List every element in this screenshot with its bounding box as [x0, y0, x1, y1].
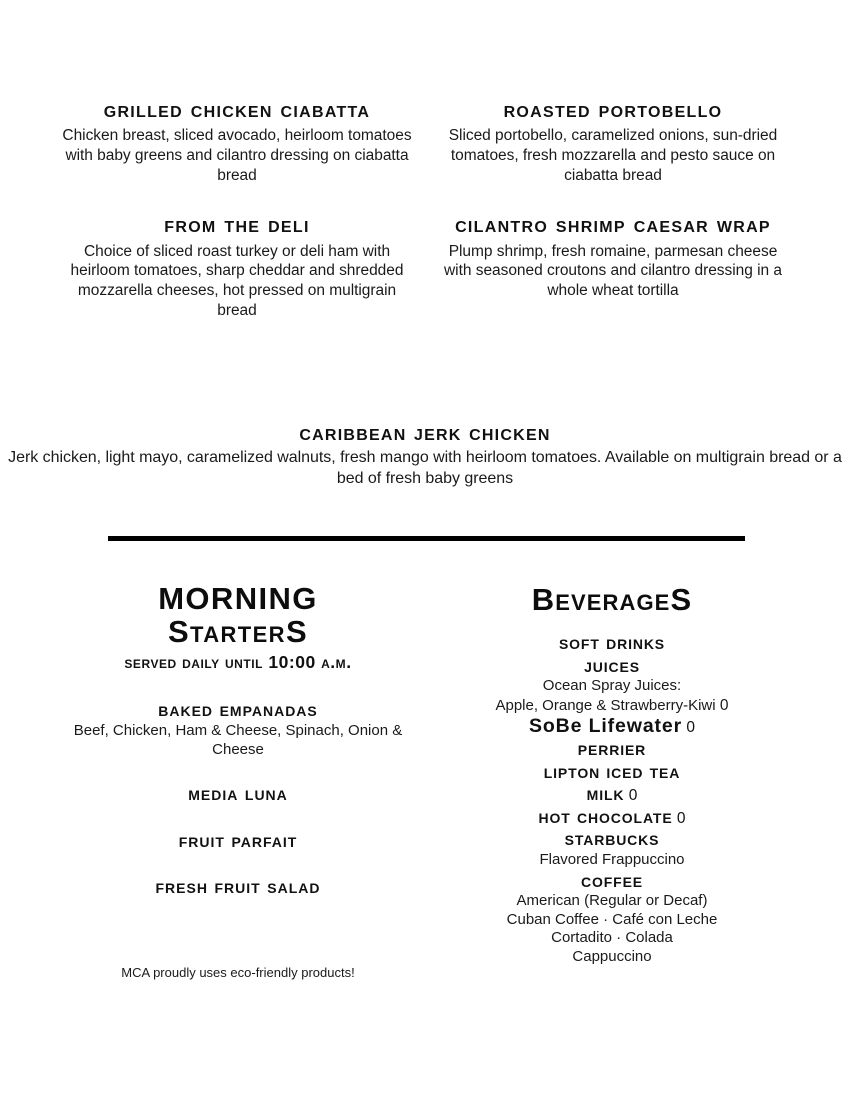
beverage-price: 0: [682, 719, 696, 737]
beverage-item: [438, 655, 786, 678]
beverages-heading: [438, 582, 786, 618]
starter-name: media luna: [188, 783, 288, 806]
starter-name: fruit parfait: [178, 829, 298, 852]
beverage-label: Flavored Frappuccino: [539, 851, 685, 869]
menu-item-description: Jerk chicken, light mayo, caramelized walnuts, fresh mango with heirloom tomatoes. Available on multigrain bread or a bed of fresh baby greens: [8, 449, 842, 487]
bottom-section: [0, 582, 850, 980]
heading-smallcaps-body: everage: [555, 582, 671, 617]
beverage-label: coffee: [580, 869, 644, 892]
heading-cap-s: S: [167, 614, 191, 650]
beverage-label: Apple, Orange & Strawberry-Kiwi: [495, 696, 716, 714]
beverage-item: [438, 851, 786, 870]
starter-item-fresh-fruit-salad: [64, 876, 412, 898]
beverage-label: SoBe Lifewater: [528, 715, 683, 738]
menu-item-description: Sliced portobello, caramelized onions, sun-dried tomatoes, fresh mozzarella and pesto sauce on ciabatta bread: [448, 127, 778, 184]
sandwich-column-right: [436, 96, 794, 326]
beverage-label: milk: [586, 783, 625, 806]
sandwich-section: [0, 96, 850, 326]
beverage-item: [438, 677, 786, 696]
morning-starters-heading-line2: [64, 615, 412, 649]
beverage-price: 0: [624, 787, 638, 805]
beverage-label: Cortadito · Colada: [551, 929, 673, 947]
menu-item-grilled-chicken-ciabatta: [62, 96, 412, 185]
menu-item-description: Chicken breast, sliced avocado, heirloom tomatoes with baby greens and cilantro dressing on ciabatta bread: [62, 127, 412, 184]
beverage-price: 0: [715, 696, 729, 714]
menu-item-title: cilantro shrimp caesar wrap: [455, 211, 771, 238]
beverage-label: Cappuccino: [572, 948, 652, 966]
starter-name: fresh fruit salad: [155, 876, 321, 899]
menu-item-from-the-deli: [62, 211, 412, 320]
beverage-item: [438, 761, 786, 784]
beverage-item: [438, 696, 786, 716]
section-divider: [108, 536, 745, 541]
starter-description: Beef, Chicken, Ham & Cheese, Spinach, Onion & Cheese: [73, 721, 403, 758]
menu-item-description: Choice of sliced roast turkey or deli ham with heirloom tomatoes, sharp cheddar and shredded mozzarella cheeses, hot pressed on multigrain bread: [70, 242, 404, 319]
sandwich-column-left: [56, 96, 414, 326]
served-daily-note: served daily until 10:00 a.m.: [124, 651, 352, 672]
beverage-label: hot chocolate: [538, 805, 673, 828]
heading-smallcaps-body: tarter: [190, 614, 286, 650]
eco-friendly-note: MCA proudly uses eco-friendly products!: [121, 964, 355, 980]
menu-item-title: grilled chicken ciabatta: [103, 96, 371, 122]
menu-item-description: Plump shrimp, fresh romaine, parmesan cheese with seasoned croutons and cilantro dressing in a whole wheat tortilla: [444, 242, 782, 299]
beverage-item: [438, 892, 786, 911]
menu-item-title: caribbean jerk chicken: [299, 420, 551, 445]
beverage-item: [438, 715, 786, 738]
beverage-item: [438, 783, 786, 806]
beverage-price: 0: [672, 809, 686, 827]
beverage-label: Cuban Coffee · Café con Leche: [506, 910, 718, 928]
beverage-label: American (Regular or Decaf): [516, 892, 708, 910]
beverage-item: [438, 632, 786, 655]
menu-item-cilantro-shrimp-caesar-wrap: [438, 211, 788, 300]
morning-starters-heading-line1: MORNING: [158, 581, 318, 616]
beverages-column: [438, 582, 786, 980]
beverage-label: Ocean Spray Juices:: [542, 677, 682, 695]
beverage-item: [438, 911, 786, 930]
starter-name: baked empanadas: [158, 698, 318, 721]
beverages-list: [438, 632, 786, 967]
beverage-item: [438, 948, 786, 967]
beverage-label: lipton iced tea: [543, 760, 681, 783]
starter-item-baked-empanadas: [64, 699, 412, 760]
beverage-item: [438, 828, 786, 851]
starter-item-fruit-parfait: [64, 830, 412, 852]
menu-item-title: from the deli: [164, 211, 310, 238]
beverage-item: [438, 929, 786, 948]
starter-item-media-luna: [64, 783, 412, 805]
heading-final-s: S: [285, 614, 309, 650]
beverage-label: juices: [584, 654, 640, 677]
menu-item-caribbean-jerk-chicken: [0, 420, 850, 490]
menu-item-roasted-portobello: [438, 96, 788, 185]
heading-final-s: S: [670, 582, 693, 617]
menu-item-title: roasted portobello: [503, 96, 723, 122]
beverage-label: starbucks: [564, 828, 660, 851]
beverage-item: [438, 870, 786, 893]
morning-starters-column: [64, 582, 412, 980]
beverage-label: perrier: [577, 738, 647, 761]
beverage-item: [438, 806, 786, 829]
heading-cap-b: B: [531, 582, 556, 617]
beverage-item: [438, 738, 786, 761]
beverage-label: soft drinks: [558, 632, 666, 654]
